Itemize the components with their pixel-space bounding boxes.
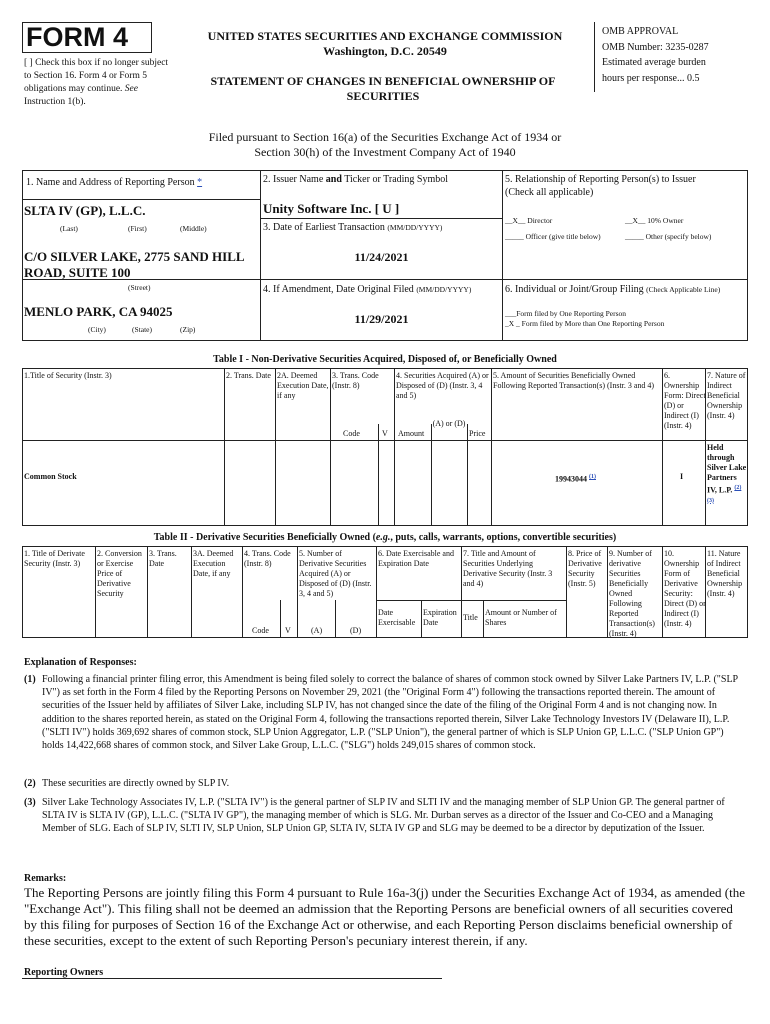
t1-h5: 5. Amount of Securities Beneficially Owned Following Reported Transaction(s) (Instr. 3 and 4) (493, 371, 655, 390)
t1-v: V (382, 429, 388, 438)
t1-row-security: Common Stock (24, 472, 77, 481)
filing-one: ___Form filed by One Reporting Person (505, 309, 627, 318)
t1-nature-footnote-link[interactable]: (2)(3) (707, 485, 742, 504)
middle-label: (Middle) (180, 224, 207, 233)
t1-aord: (A) or (D) (432, 419, 466, 428)
t2-col (421, 600, 422, 638)
t1-code: Code (343, 429, 360, 438)
t1-h1: 1.Title of Security (Instr. 3) (24, 371, 112, 380)
t1-h4: 4. Securities Acquired (A) or Disposed of (D) (Instr. 3, 4 and 5) (396, 371, 489, 400)
form-title: FORM 4 (26, 22, 129, 52)
last-label: (Last) (60, 224, 78, 233)
filing-label: 6. Individual or Joint/Group Filing (Check Applicable Line) (505, 284, 721, 295)
explanation-heading: Explanation of Responses: (24, 657, 137, 668)
t2-h3: 3. Trans. Date (149, 549, 177, 568)
t2-col (280, 600, 281, 638)
t2-subheader-line (376, 600, 566, 601)
remarks-heading: Remarks: (24, 873, 67, 884)
agency-city: Washington, D.C. 20549 (323, 44, 447, 58)
t1-col (467, 424, 468, 526)
t2-d: (D) (350, 626, 362, 635)
reporter-street: C/O SILVER LAKE, 2775 SAND HILL ROAD, SUITE 100 (24, 249, 244, 280)
first-label: (First) (128, 224, 147, 233)
table1-title: Table I - Non-Derivative Securities Acquired, Disposed of, or Beneficially Owned (213, 354, 557, 365)
other-check: _____ Other (specify below) (625, 232, 712, 241)
omb-box (602, 24, 762, 86)
filed-pursuant-2: Section 30(h) of the Investment Company Act of 1940 (254, 145, 516, 159)
reporter-label: 1. Name and Address of Reporting Person * (26, 177, 203, 188)
t2-col (335, 600, 336, 638)
state-label: (State) (132, 325, 152, 334)
t2-col (95, 546, 96, 638)
zip-label: (Zip) (180, 325, 196, 334)
t1-row-nature: Held through Silver Lake Partners IV, L.P. $^{(2)(3)}$ (707, 443, 747, 504)
t1-col (330, 368, 331, 526)
t1-h2: 2. Trans. Date (226, 371, 271, 380)
earliest-date: 11/24/2021 (354, 250, 409, 264)
footnote-3: (3) Silver Lake Technology Associates IV, L.P. ("SLTA IV") is the general partner of SLP IV and SLTI IV and the managing member of SLP Union GP. The general partner of SLTA IV is SLTA IV (GP), L.L.C. ("SLTA IV GP"), the managing member of which is SLG. Mr. Durban serves as a director of the Issuer and Co-CEO and a Managing Member of SLG. Each of SLP IV, SLTI IV, SLP Union, SLP Union GP, SLTA IV, SLTA IV GP and SLG may be deemed to be a director by deputization of the Issuer. (24, 797, 725, 835)
t1-h7: 7. Nature of Indirect Beneficial Ownership (Instr. 4) (707, 371, 746, 420)
t1-row-amount: 19943044 $^{(1)}$ (555, 474, 596, 484)
table1 (22, 368, 748, 526)
t2-code: Code (252, 626, 269, 635)
t2-h11: 11. Nature of Indirect Beneficial Ownership (Instr. 4) (707, 549, 743, 598)
omb-number: OMB Number: 3235-0287 (602, 41, 709, 53)
t1-col (275, 368, 276, 526)
t1-h6: 6. Ownership Form: Direct (D) or Indirect (I) (Instr. 4) (664, 371, 706, 430)
t1-col (394, 368, 395, 526)
section16-checkbox-text: [ ] Check this box if no longer subject to Section 16. Form 4 or Form 5 obligations may continue. See Instruction 1(b). (24, 58, 169, 107)
omb-approval: OMB APPROVAL (602, 26, 679, 37)
t2-a: (A) (311, 626, 323, 635)
statement-title: STATEMENT OF CHANGES IN BENEFICIAL OWNERSHIP OF SECURITIES (210, 74, 556, 103)
filed-pursuant-1: Filed pursuant to Section 16(a) of the Securities Exchange Act of 1934 or (208, 130, 562, 144)
city-label: (City) (88, 325, 106, 334)
table1-header-bottom (22, 440, 748, 441)
issuer-divider-1 (260, 218, 503, 219)
omb-divider (594, 22, 595, 92)
t1-footnote-link[interactable]: (1) (589, 474, 596, 480)
issuer-divider-2 (260, 279, 748, 280)
omb-burden: Estimated average burden (602, 57, 706, 68)
t2-h7: 7. Title and Amount of Securities Underlying Derivative Security (Instr. 3 and 4) (463, 549, 553, 588)
t1-col (662, 368, 663, 526)
reporting-owners-line (22, 978, 442, 979)
t2-col (147, 546, 148, 638)
reporter-divider-1 (22, 199, 261, 200)
footnote-2: (2) These securities are directly owned by SLP IV. (24, 778, 230, 789)
t2-amount-shares: Amount or Number of Shares (485, 608, 557, 627)
earliest-label: 3. Date of Earliest Transaction (MM/DD/YYYY) (263, 222, 443, 233)
t2-h1: 1. Title of Derivate Security (Instr. 3) (24, 549, 85, 568)
amend-label: 4. If Amendment, Date Original Filed (MM/DD/YYYY) (263, 284, 472, 295)
relationship-label: 5. Relationship of Reporting Person(s) to Issuer (Check all applicable) (505, 174, 696, 198)
agency-name: UNITED STATES SECURITIES AND EXCHANGE COMMISSION (207, 29, 563, 43)
t1-row-ownership: I (680, 472, 684, 481)
t2-col (483, 600, 484, 638)
t2-h9: 9. Number of derivative Securities Beneficially Owned Following Reported Transaction(s) (Instr. 4) (609, 549, 655, 638)
t2-h10: 10. Ownership Form of Derivative Security: Direct (D) or Indirect (I) (Instr. 4) (664, 549, 706, 628)
t2-date-ex: Date Exercisable (378, 608, 416, 627)
t2-h8: 8. Price of Derivative Security (Instr. 5) (568, 549, 602, 588)
street-label: (Street) (128, 283, 151, 292)
reporting-owners-heading: Reporting Owners (24, 967, 104, 978)
t1-col (431, 424, 432, 526)
reporter-star-link[interactable]: * (197, 177, 203, 188)
officer-check: _____ Officer (give title below) (505, 232, 601, 241)
omb-hours: hours per response... 0.5 (602, 72, 700, 84)
reporter-name: SLTA IV (GP), L.L.C. (24, 203, 146, 218)
ten-pct-check: __X__ 10% Owner (625, 216, 684, 225)
t1-amount: Amount (398, 429, 425, 438)
issuer-name: Unity Software Inc. [ U ] (263, 201, 400, 216)
table2-title: Table II - Derivative Securities Beneficially Owned (e.g., puts, calls, warrants, options, convertible securities) (153, 532, 617, 543)
footnote-1: (1) Following a financial printer filing error, this Amendment is being filed solely to correct the balance of shares of common stock owned by Silver Lake Partners IV, L.P. ("SLP IV") as set forth in the Form 4 filed by the Reporting Persons on November 29, 2021 (the "Original Form 4") following the transactions reported therein. The amount of securities of the Issuer held by affiliates of Silver Lake, including SLP IV, has not changed since the date of the filing of the Original Form 4 and is not changing now. In addition to the shares reported herein, as stated on the Original Form 4, following the transactions reported therein, Silver Lake Technology Investors IV (Delaware II), L.P. ("SLTI IV") holds 369,692 shares of common stock, SLP Union Aggregator, L.P. ("SLP Union"), the general partner of which is SLP Union GP, L.L.C. ("SLP Union GP") holds 14,422,668 shares of common stock, and Silver Lake Group, L.L.C. ("SLG") holds 249,015 shares of common stock. (24, 674, 738, 752)
t2-h3a: 3A. Deemed Execution Date, if any (193, 549, 234, 578)
amend-date: 11/29/2021 (354, 312, 409, 326)
t2-col (662, 546, 663, 638)
t1-h3: 3. Trans. Code (Instr. 8) (332, 371, 379, 390)
issuer-label: 2. Issuer Name and Ticker or Trading Symbol (263, 174, 449, 185)
t2-col (376, 546, 377, 638)
filing-more: _X _ Form filed by More than One Reporting Person (505, 319, 665, 328)
t2-h4: 4. Trans. Code (Instr. 8) (244, 549, 291, 568)
t2-exp-date: Expiration Date (423, 608, 457, 627)
t2-h2: 2. Conversion or Exercise Price of Derivative Security (97, 549, 142, 598)
t2-h6: 6. Date Exercisable and Expiration Date (378, 549, 454, 568)
reporter-city: MENLO PARK, CA 94025 (24, 304, 173, 319)
t1-col (224, 368, 225, 526)
t2-col (191, 546, 192, 638)
t2-title: Title (463, 613, 478, 622)
director-check: __X__ Director (505, 216, 553, 225)
t2-h5: 5. Number of Derivative Securities Acquired (A) or Disposed of (D) (Instr. 3, 4 and 5) (299, 549, 372, 598)
t2-v: V (285, 626, 291, 635)
t1-col (378, 424, 379, 526)
t1-price: Price (469, 429, 486, 438)
remarks-text: The Reporting Persons are jointly filing this Form 4 pursuant to Rule 16a-3(j) under the Securities Exchange Act of 1934, as amended (the "Exchange Act"). This filing shall not be deemed an admission that the Reporting Persons are beneficial owners of all securities covered by this filing for purposes of Section 16 of the Exchange Act or otherwise, and each Reporting Person disclaims beneficial ownership of these securities, except to the extent of such Reporting Person's pecuniary interest therein, if any. (24, 885, 745, 948)
t1-h2a: 2A. Deemed Execution Date, if any (277, 371, 329, 400)
